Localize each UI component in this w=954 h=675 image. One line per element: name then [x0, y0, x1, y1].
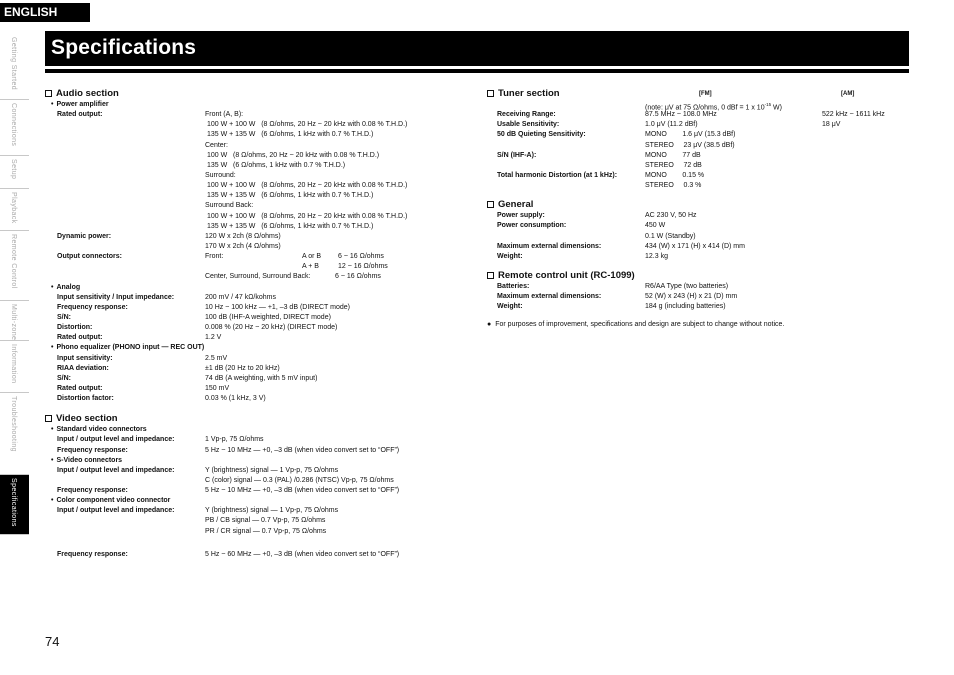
spec-value: [205, 262, 302, 272]
spec-row: [487, 232, 917, 242]
spec-value: 434 (W) x 171 (H) x 414 (D) mm: [645, 242, 745, 250]
spec-row: [487, 141, 917, 151]
spec-value: 5 Hz ~ 60 MHz — +0, –3 dB (when video convert set to “OFF”): [205, 550, 400, 558]
spec-row: [45, 486, 465, 496]
page-number: 74: [45, 634, 60, 649]
spec-value-terminal: A + B: [302, 263, 319, 271]
spec-row: [45, 550, 465, 560]
spec-value: 100 W + 100 W (8 Ω/ohms, 20 Hz ~ 20 kHz with 0.08 % T.H.D.): [205, 212, 408, 220]
spec-label: Rated output:: [57, 111, 103, 119]
general-section-heading: [487, 199, 917, 210]
spec-row: [45, 364, 465, 374]
spec-label: Power consumption:: [497, 222, 567, 230]
spec-value: 0.008 % (20 Hz ~ 20 kHz) (DIRECT mode): [205, 324, 338, 332]
sidenav-tab-setup[interactable]: [0, 156, 29, 189]
bullet-icon: ●: [487, 321, 492, 328]
spec-label: Frequency response:: [57, 487, 128, 495]
spec-row: [45, 110, 465, 120]
spec-row: [45, 120, 465, 130]
spec-label: [487, 161, 645, 171]
spec-row: [45, 151, 465, 161]
fm-value: STEREO 72 dB: [645, 161, 702, 169]
spec-value: 100 W + 100 W (8 Ω/ohms, 20 Hz ~ 20 kHz with 0.08 % T.H.D.): [205, 121, 408, 129]
spec-value: 0.1 W (Standby): [645, 232, 696, 240]
spec-row: [45, 527, 465, 537]
sidenav-tab-specifications[interactable]: [0, 475, 29, 535]
spec-row: [45, 212, 465, 222]
spec-value: 0.03 % (1 kHz, 3 V): [205, 395, 266, 403]
spec-row: [45, 171, 465, 181]
spec-label: [45, 527, 205, 537]
spec-label: Receiving Range:: [497, 111, 556, 119]
spec-value: Front:: [205, 253, 224, 261]
spec-label: [45, 161, 205, 171]
checkbox-square-icon: [487, 201, 494, 208]
spec-value: 5 Hz ~ 10 MHz — +0, –3 dB (when video convert set to “OFF”): [205, 487, 400, 495]
spec-row: [487, 252, 917, 262]
checkbox-square-icon: [45, 90, 52, 97]
spec-label: [45, 151, 205, 161]
general-section-rows: [487, 211, 917, 262]
video-section-title: Video section: [56, 413, 118, 425]
tuner-section-rows: [487, 110, 917, 191]
spec-label: Distortion:: [57, 324, 93, 332]
sub-heading: • Phono equalizer (PHONO input — REC OUT): [45, 343, 204, 353]
spec-value: Center, Surround, Surround Back:: [205, 273, 311, 281]
notice: [487, 321, 784, 328]
spec-value: Surround:: [205, 171, 236, 179]
spec-value: 5 Hz ~ 10 MHz — +0, –3 dB (when video convert set to “OFF”): [205, 446, 400, 454]
spec-value: 1.2 V: [205, 334, 222, 342]
spec-row: [487, 120, 917, 130]
spec-row: [487, 282, 917, 292]
spec-label: [487, 181, 645, 191]
spec-row: [487, 110, 917, 120]
spec-label: [45, 201, 205, 211]
spec-value: 135 W + 135 W (6 Ω/ohms, 1 kHz with 0.7 % T.H.D.): [205, 131, 374, 139]
left-column: [45, 88, 465, 560]
sidenav-tab-getting-started[interactable]: [0, 34, 29, 100]
spec-row: [487, 151, 917, 161]
video-section-heading: [45, 413, 465, 424]
spec-value: 184 g (including batteries): [645, 303, 726, 311]
spec-label: Maximum external dimensions:: [497, 293, 602, 301]
sidenav-tab-label: Setup: [10, 159, 17, 180]
spec-label: [45, 212, 205, 222]
spec-label: Input / output level and impedance:: [57, 436, 175, 444]
spec-row: [45, 191, 465, 201]
right-column: [487, 88, 917, 312]
spec-value: 10 Hz ~ 100 kHz — +1, –3 dB (DIRECT mode): [205, 303, 350, 311]
spec-label: Input / output level and impedance:: [57, 507, 175, 515]
sidenav-tab-troubleshooting[interactable]: [0, 393, 29, 475]
sidenav-tab-label: Information: [10, 344, 17, 384]
fm-value: STEREO 0.3 %: [645, 182, 702, 190]
spec-label: [487, 232, 645, 242]
spec-row: [45, 333, 465, 343]
am-value: 18 μV: [822, 121, 841, 129]
spec-row: [45, 161, 465, 171]
spec-row: [45, 262, 465, 272]
sidenav-tab-label: Troubleshooting: [10, 396, 17, 452]
spec-value: Y (brightness) signal — 1 Vp-p, 75 Ω/ohms: [205, 507, 339, 515]
spec-row: [45, 343, 465, 353]
spec-row: [45, 252, 465, 262]
spec-row: [487, 242, 917, 252]
spec-value: Center:: [205, 141, 228, 149]
spec-row: [45, 476, 465, 486]
spec-label: Batteries:: [497, 282, 530, 290]
general-section-title: General: [498, 199, 534, 211]
spec-row: [45, 130, 465, 140]
spec-row: [45, 242, 465, 252]
spec-label: Rated output:: [57, 334, 103, 342]
am-value: 522 kHz ~ 1611 kHz: [822, 111, 885, 119]
tuner-section-title: Tuner section: [498, 88, 560, 99]
spec-value: 135 W (6 Ω/ohms, 1 kHz with 0.7 % T.H.D.): [205, 161, 346, 169]
sidenav-tab-label: Getting Started: [10, 37, 17, 91]
spec-value: PR / CR signal — 0.7 Vp-p, 75 Ω/ohms: [205, 527, 327, 535]
checkbox-square-icon: [487, 272, 494, 279]
spec-row: [45, 293, 465, 303]
spec-label: Dynamic power:: [57, 232, 112, 240]
page-title: Specifications: [51, 36, 197, 59]
spec-label: Input / output level and impedance:: [57, 466, 175, 474]
spec-row: [487, 130, 917, 140]
sidenav-tab-label: Playback: [10, 192, 17, 224]
am-header: [AM]: [841, 90, 855, 97]
spec-label: [45, 141, 205, 151]
spec-value: AC 230 V, 50 Hz: [645, 212, 697, 220]
spec-label: Distortion factor:: [57, 395, 114, 403]
fm-value: MONO 1.6 μV (15.3 dBf): [645, 131, 736, 139]
spec-label: [45, 476, 205, 486]
spec-row: [45, 323, 465, 333]
spec-row: [45, 446, 465, 456]
spec-value: 170 W x 2ch (4 Ω/ohms): [205, 242, 281, 250]
spec-value: 100 dB (IHF-A weighted, DIRECT mode): [205, 313, 331, 321]
checkbox-square-icon: [45, 415, 52, 422]
spec-row: [45, 272, 465, 282]
spec-label: Usable Sensitivity:: [497, 121, 560, 129]
notice-text: For purposes of improvement, specifications and design are subject to change without notice.: [495, 321, 785, 328]
spec-value-impedance: 6 ~ 16 Ω/ohms: [338, 253, 384, 261]
spec-label: Frequency response:: [57, 550, 128, 558]
spec-label: [45, 191, 205, 201]
spec-label: RIAA deviation:: [57, 364, 109, 372]
spec-value: 2.5 mV: [205, 354, 228, 362]
fm-value: 1.0 μV (11.2 dBf): [645, 121, 698, 129]
spec-row: [45, 506, 465, 516]
spec-label: Total harmonic Distortion (at 1 kHz):: [497, 171, 618, 179]
spec-value: Surround Back:: [205, 202, 254, 210]
video-section-rows: [45, 425, 465, 560]
spec-row: [45, 141, 465, 151]
spec-row: [45, 222, 465, 232]
spec-value-terminal: A or B: [302, 253, 322, 261]
audio-section-rows: [45, 100, 465, 404]
spec-value: 74 dB (A weighting, with 5 mV input): [205, 374, 318, 382]
spec-row: [487, 302, 917, 312]
spec-value: 12.3 kg: [645, 252, 668, 260]
spec-label: Output connectors:: [57, 253, 122, 261]
spec-row: [45, 232, 465, 242]
spec-label: [45, 171, 205, 181]
remote-section-title: Remote control unit (RC-1099): [498, 269, 635, 281]
spec-row: [45, 435, 465, 445]
spec-label: S/N (IHF-A):: [497, 151, 537, 159]
spec-row: [45, 537, 465, 550]
spec-value: 135 W + 135 W (6 Ω/ohms, 1 kHz with 0.7 % T.H.D.): [205, 192, 374, 200]
spec-row: [45, 354, 465, 364]
spec-label: [45, 272, 205, 282]
spec-label: [487, 141, 645, 151]
spec-label: [45, 242, 205, 252]
spec-label: Weight:: [497, 303, 523, 311]
tuner-section-heading: [487, 88, 699, 99]
spec-label: Frequency response:: [57, 303, 128, 311]
spec-row: [45, 313, 465, 323]
spec-value: 135 W + 135 W (6 Ω/ohms, 1 kHz with 0.7 % T.H.D.): [205, 222, 374, 230]
spec-label: Frequency response:: [57, 446, 128, 454]
title-rule: [45, 69, 909, 73]
spec-row: [487, 221, 917, 231]
audio-section-heading: [45, 88, 465, 99]
spec-row: [45, 100, 465, 110]
spec-value: C (color) signal — 0.3 (PAL) /0.286 (NTSC) Vp-p, 75 Ω/ohms: [205, 476, 394, 484]
spec-label: [45, 222, 205, 232]
spec-value: 450 W: [645, 222, 666, 230]
spec-value: Front (A, B):: [205, 111, 244, 119]
language-tab: ENGLISH: [0, 3, 90, 22]
remote-section-heading: [487, 270, 917, 281]
spec-row: [45, 181, 465, 191]
fm-header: [FM]: [699, 90, 712, 97]
audio-section-title: Audio section: [56, 88, 119, 99]
spec-value: 150 mV: [205, 384, 230, 392]
spec-label: Input sensitivity / Input impedance:: [57, 293, 175, 301]
sidenav-tab-label: Multi-zone: [10, 304, 17, 341]
spec-row: [45, 374, 465, 384]
sidenav-tab-playback[interactable]: [0, 189, 29, 231]
spec-value: 1 Vp-p, 75 Ω/ohms: [205, 436, 264, 444]
spec-value: ±1 dB (20 Hz to 20 kHz): [205, 364, 280, 372]
spec-label: [45, 516, 205, 526]
spec-value-impedance: 12 ~ 16 Ω/ohms: [338, 263, 388, 271]
spec-row: [487, 161, 917, 171]
spec-value: 100 W (8 Ω/ohms, 20 Hz ~ 20 kHz with 0.08 % T.H.D.): [205, 151, 380, 159]
fm-value: MONO 77 dB: [645, 151, 701, 159]
spec-row: [45, 456, 465, 466]
spec-value: 120 W x 2ch (8 Ω/ohms): [205, 232, 281, 240]
spec-label: Weight:: [497, 252, 523, 260]
sub-heading: • Standard video connectors: [45, 425, 147, 435]
spec-value: PB / CB signal — 0.7 Vp-p, 75 Ω/ohms: [205, 517, 326, 525]
spec-label: Power supply:: [497, 212, 545, 220]
spec-value: 52 (W) x 243 (H) x 21 (D) mm: [645, 293, 738, 301]
spec-row: [45, 466, 465, 476]
spec-label: [45, 130, 205, 140]
spec-label: S/N:: [57, 313, 71, 321]
sub-heading: • Power amplifier: [45, 100, 109, 110]
spec-row: [45, 201, 465, 211]
spec-label: 50 dB Quieting Sensitivity:: [497, 131, 586, 139]
spec-label: Input sensitivity:: [57, 354, 113, 362]
spec-value: 200 mV / 47 kΩ/kohms: [205, 293, 276, 301]
spec-row: [487, 292, 917, 302]
spec-label: [45, 120, 205, 130]
spec-row: [45, 516, 465, 526]
remote-section-rows: [487, 282, 917, 312]
spec-row: [45, 425, 465, 435]
sidenav-tab-connections[interactable]: [0, 100, 29, 156]
sub-heading: • S-Video connectors: [45, 456, 122, 466]
fm-value: MONO 0.15 %: [645, 171, 705, 179]
spec-label: S/N:: [57, 374, 71, 382]
spec-value: 100 W + 100 W (8 Ω/ohms, 20 Hz ~ 20 kHz with 0.08 % T.H.D.): [205, 182, 408, 190]
sidenav-tab-multi-zone[interactable]: [0, 301, 29, 341]
sub-heading: • Analog: [45, 283, 80, 293]
spec-label: [45, 181, 205, 191]
spec-label: Rated output:: [57, 384, 103, 392]
tuner-note: (note: μV at 75 Ω/ohms, 0 dBf = 1 x $10^{-15}$ W): [645, 102, 782, 112]
sidenav-tab-label: Remote Control: [10, 234, 17, 289]
spec-row: [487, 181, 917, 191]
sidenav-tab-remote-control[interactable]: [0, 231, 29, 301]
spec-value-impedance: 6 ~ 16 Ω/ohms: [335, 273, 381, 281]
fm-value: 87.5 MHz ~ 108.0 MHz: [645, 111, 717, 119]
spec-row: [45, 394, 465, 404]
spec-row: [45, 283, 465, 293]
fm-value: STEREO 23 μV (38.5 dBf): [645, 141, 735, 149]
spec-label: Maximum external dimensions:: [497, 242, 602, 250]
spec-value: Y (brightness) signal — 1 Vp-p, 75 Ω/ohms: [205, 466, 339, 474]
sidenav-tab-label: Connections: [10, 103, 17, 147]
sidenav-tab-information[interactable]: [0, 341, 29, 393]
spec-row: [487, 171, 917, 181]
spec-row: [45, 303, 465, 313]
spec-row: [45, 384, 465, 394]
spec-row: [45, 496, 465, 506]
sidenav-tab-label: Specifications: [10, 478, 17, 527]
spec-label: [45, 262, 205, 272]
checkbox-square-icon: [487, 90, 494, 97]
spec-value: R6/AA Type (two batteries): [645, 282, 729, 290]
sub-heading: • Color component video connector: [45, 496, 170, 506]
spec-row: [487, 211, 917, 221]
